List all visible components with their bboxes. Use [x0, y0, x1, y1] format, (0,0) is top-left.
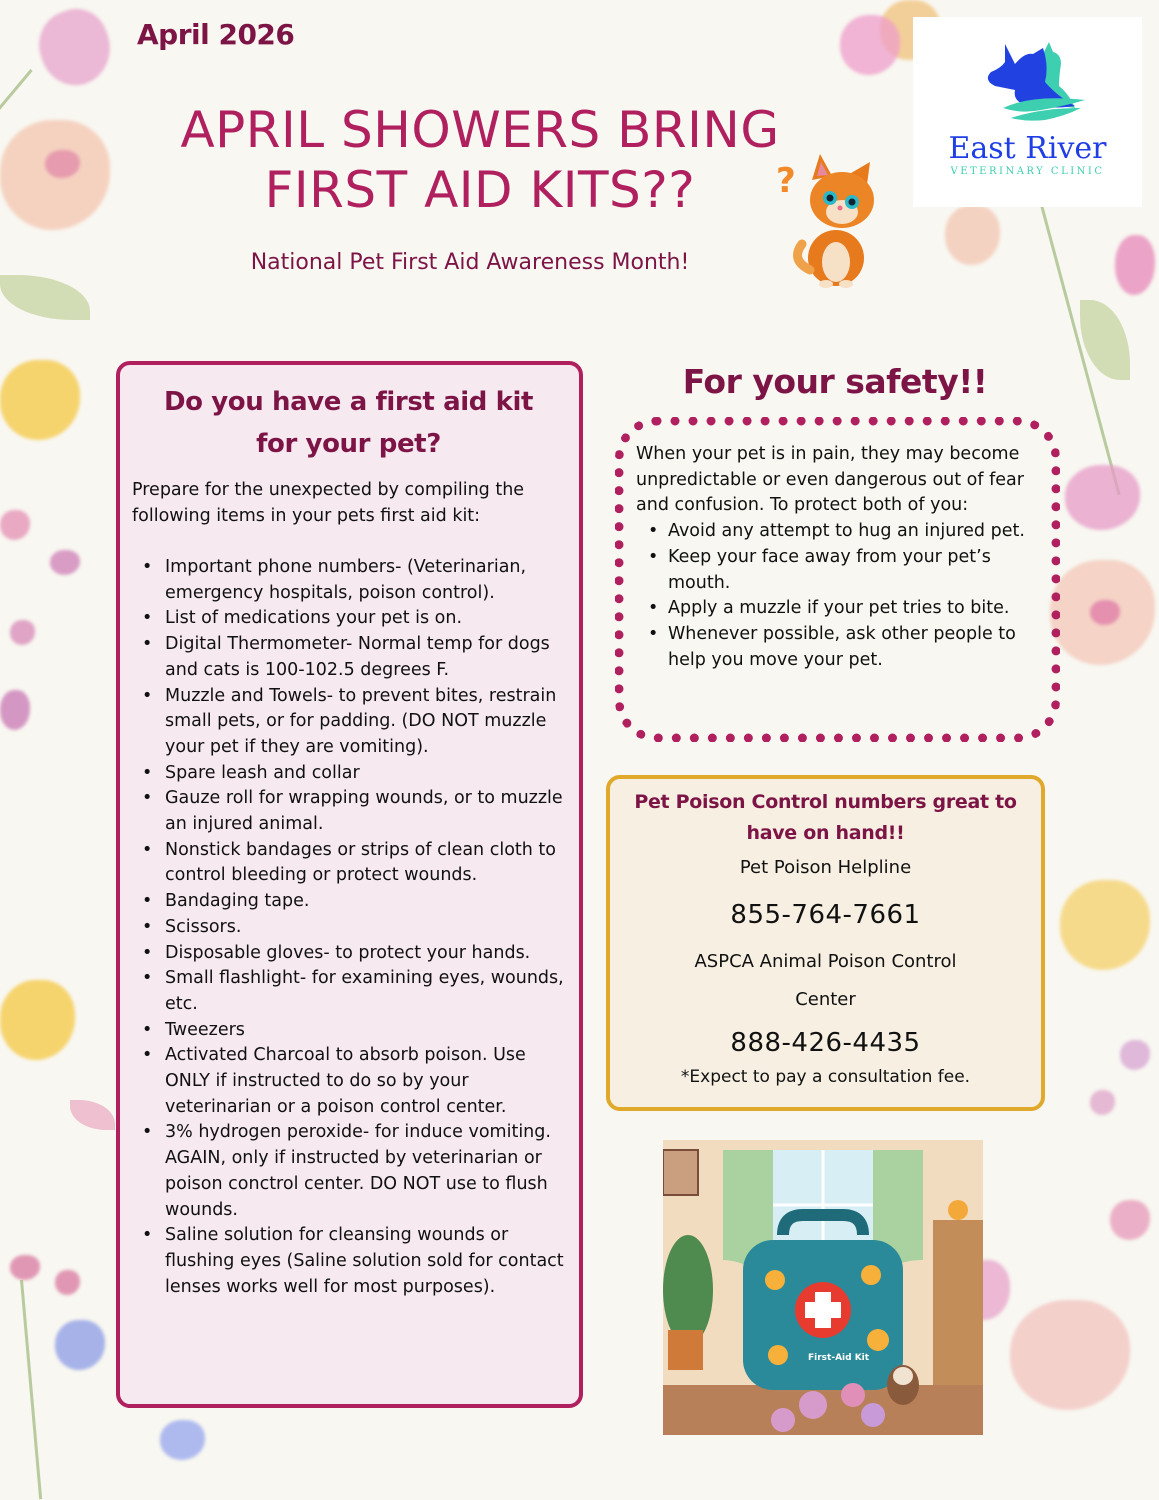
list-item: • Saline solution for cleansing wounds or flushing eyes (Saline solution sold for contact lenses works well for most purposes). [132, 1223, 565, 1300]
list-item: • Activated Charcoal to absorb poison. Use ONLY if instructed to do so by your veterinarian or a poison control center. [132, 1043, 565, 1120]
clinic-tagline: VETERINARY CLINIC [950, 166, 1105, 177]
list-item: • Important phone numbers- (Veterinarian, emergency hospitals, poison control). [132, 555, 565, 606]
list-item: • Whenever possible, ask other people to help you move your pet. [636, 622, 1043, 673]
aspca-label-line-1: ASPCA Animal Poison Control [694, 951, 957, 972]
kit-heading-line-1: Do you have a first aid kit [163, 387, 534, 417]
list-item: • Small flashlight- for examining eyes, wounds, etc. [132, 966, 565, 1017]
list-item: • Nonstick bandages or strips of clean cloth to control bleeding or protect wounds. [132, 838, 565, 889]
safety-intro-text: When your pet is in pain, they may become unpredictable or even dangerous out of fear and confusion. To protect both of you: [636, 444, 1024, 516]
first-aid-kit-illustration [663, 1140, 983, 1435]
consultation-fee-note: *Expect to pay a consultation fee. [680, 1067, 971, 1087]
kit-heading-line-2: for your pet? [256, 429, 441, 459]
poison-card-heading: Pet Poison Control numbers great to have on hand!! [634, 791, 1017, 844]
kit-intro-text: Prepare for the unexpected by compiling the following items in your pets first aid kit: [132, 480, 525, 526]
list-item: • Keep your face away from your pet’s mouth. [636, 545, 1043, 596]
list-item: • Avoid any attempt to hug an injured pet. [636, 519, 1043, 545]
clinic-name: East River [948, 131, 1107, 166]
kit-items-list [132, 555, 565, 1300]
dog-cat-logo-icon [963, 36, 1093, 126]
safety-heading: For your safety!! [682, 362, 988, 401]
safety-tips-list [636, 519, 1043, 673]
page-subtitle: National Pet First Aid Awareness Month! [250, 250, 690, 275]
list-item: • Disposable gloves- to protect your hands. [132, 941, 565, 967]
list-item: • Muzzle and Towels- to prevent bites, restrain small pets, or for padding. (DO NOT muzzle your pet if they are vomiting). [132, 684, 565, 761]
first-aid-kit-card [116, 361, 583, 1408]
kit-label: First-Aid Kit [808, 1353, 870, 1363]
list-item: • Gauze roll for wrapping wounds, or to muzzle an injured animal. [132, 786, 565, 837]
list-item: • List of medications your pet is on. [132, 606, 565, 632]
clinic-logo [913, 17, 1142, 207]
list-item: • Scissors. [132, 915, 565, 941]
safety-box [615, 417, 1060, 742]
first-aid-kit-icon [663, 1140, 983, 1435]
list-item: • Digital Thermometer- Normal temp for dogs and cats is 100-102.5 degrees F. [132, 632, 565, 683]
kit-card-heading [132, 381, 565, 465]
poison-control-card [606, 775, 1045, 1111]
list-item: • Spare leash and collar [132, 761, 565, 787]
list-item: • Apply a muzzle if your pet tries to bite. [636, 596, 1043, 622]
list-item: • 3% hydrogen peroxide- for induce vomiting. AGAIN, only if instructed by veterinarian or poison conctrol center. DO NOT use to flush wounds. [132, 1120, 565, 1223]
helpline-label: Pet Poison Helpline [739, 857, 912, 878]
issue-date: April 2026 [137, 18, 295, 51]
helpline-phone[interactable]: 855-764-7661 [730, 900, 921, 930]
title-line-1: APRIL SHOWERS BRING [180, 101, 780, 159]
aspca-label-line-2: Center [795, 989, 856, 1010]
title-line-2: FIRST AID KITS?? [264, 161, 696, 219]
question-mark-icon: ? [776, 161, 796, 201]
aspca-phone[interactable]: 888-426-4435 [730, 1028, 921, 1058]
list-item: • Tweezers [132, 1018, 565, 1044]
list-item: • Bandaging tape. [132, 889, 565, 915]
